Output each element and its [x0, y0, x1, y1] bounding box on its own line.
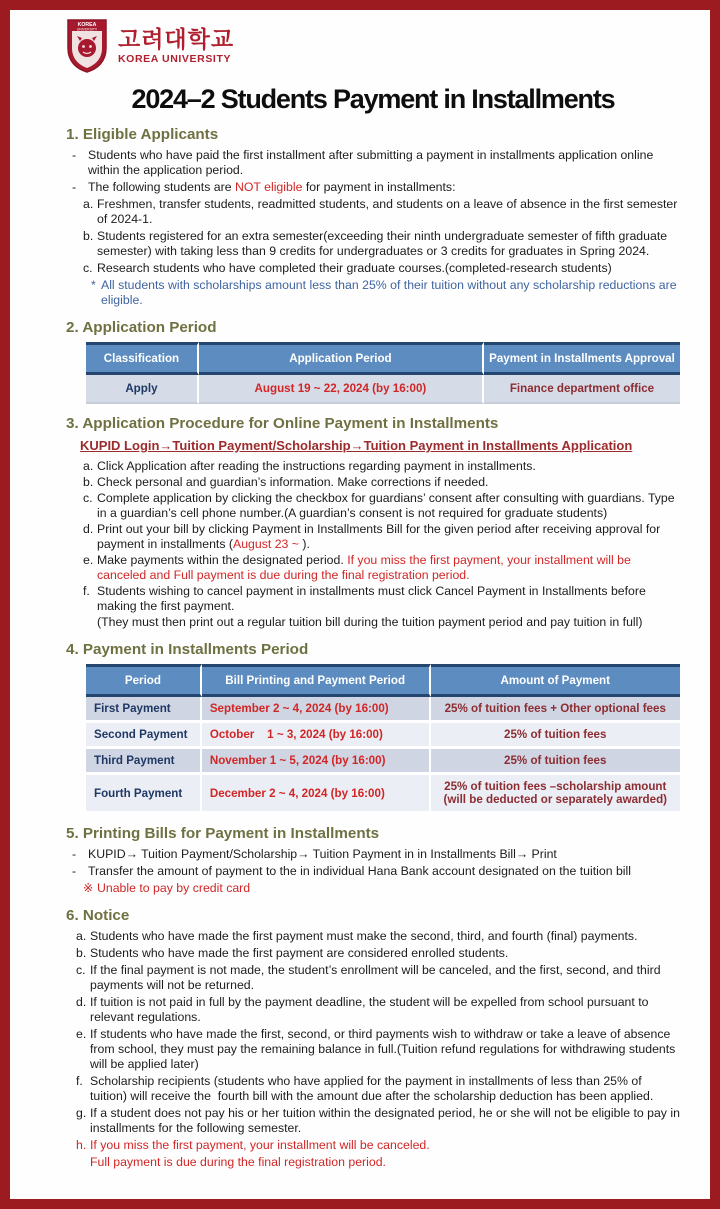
text-line: [66, 459, 680, 474]
line-marker: e.: [83, 553, 94, 567]
crest-bottom-text: UNIVERSITY: [76, 27, 98, 32]
table-header-cell: Period: [86, 664, 202, 697]
line-marker: a.: [76, 929, 87, 943]
line-marker: f.: [76, 1074, 83, 1088]
line-marker: c.: [83, 261, 93, 275]
line-marker: ※: [83, 881, 94, 895]
university-korean-name: 고려대학교: [118, 25, 235, 52]
line-marker: a.: [83, 197, 94, 211]
section-body: [66, 847, 680, 896]
line-text: If the final payment is not made, the student’s enrollment will be canceled, and the first, second, and third payments will not be returned.: [90, 963, 664, 992]
line-text: Students who have paid the first installment after submitting a payment in installments application online within the application period.: [88, 148, 657, 177]
installments-schedule-table: [86, 664, 680, 814]
line-marker: [76, 1155, 90, 1170]
text-line: [66, 881, 680, 896]
line-text: Make payments within the designated period. If you miss the first payment, your installment will be canceled and Full payment is due during the final registration period.: [97, 553, 635, 582]
table-cell-payment-window: September 2 ~ 4, 2024 (by 16:00): [202, 697, 431, 723]
line-text: Print out your bill by clicking Payment in Installments Bill for the given period after receiving approval for payment in installments (August 23 ~ ).: [97, 522, 664, 551]
university-crest-icon: [66, 18, 108, 74]
text-line: [66, 1027, 680, 1072]
line-marker: g.: [76, 1106, 87, 1120]
line-text: Students registered for an extra semester(exceeding their ninth undergraduate semester of fifth graduate semester) with taking less than 9 credits for undergraduates or 3 credits for graduates in Spring 2024.: [97, 229, 671, 258]
line-marker: -: [72, 847, 77, 861]
line-marker: d.: [76, 995, 87, 1009]
university-english-name: KOREA UNIVERSITY: [118, 53, 232, 66]
line-text: If students who have made the first, second, or third payments wish to withdraw or take a leave of absence from school, they must pay the remaining balance in full.(Tuition refund regulations for withdrawing students will be applied later): [90, 1027, 679, 1071]
line-text: Students who have made the first payment are considered enrolled students.: [90, 946, 509, 960]
text-line: [66, 584, 680, 614]
text-line: [66, 553, 680, 583]
section-heading: 1. Eligible Applicants: [66, 126, 219, 143]
section-notice: [66, 906, 684, 1170]
line-text: Complete application by clicking the checkbox for guardians’ consent after consulting with guardians. Type in a guardian’s cell phone number.(A guardian’s consent is not required for graduate students): [97, 491, 679, 520]
line-marker: h.: [76, 1138, 87, 1152]
table-row: [86, 775, 680, 814]
table-cell-period-name: Second Payment: [86, 723, 202, 749]
table-cell-payment-window: November 1 ~ 5, 2024 (by 16:00): [202, 749, 431, 775]
line-text: (They must then print out a regular tuition bill during the tuition payment period and pay tuition in full): [97, 615, 643, 629]
table-cell-period-name: First Payment: [86, 697, 202, 723]
table-header-cell: Amount of Payment: [431, 664, 680, 697]
text-line: [66, 946, 680, 961]
section-body: [66, 148, 680, 308]
text-line: [66, 475, 680, 490]
text-line: [66, 963, 680, 993]
page-title: 2024–2 Students Payment in Installments: [131, 84, 615, 114]
text-line: [66, 229, 680, 259]
line-text: KUPID→ Tuition Payment/Scholarship→ Tuition Payment in in Installments Bill→ Print: [88, 847, 557, 861]
line-marker: -: [72, 180, 77, 194]
section-application-procedure: [66, 414, 680, 630]
text-line: [66, 522, 680, 552]
table-header-cell: Classification: [86, 342, 199, 375]
table-cell-amount: 25% of tuition fees: [431, 749, 680, 775]
text-line: [66, 1074, 680, 1104]
line-text: Transfer the amount of payment to the in individual Hana Bank account designated on the tuition bill: [88, 864, 631, 878]
text-line: [66, 261, 680, 276]
section-heading: 4. Payment in Installments Period: [66, 641, 309, 658]
table-row: [86, 697, 680, 723]
line-text: If you miss the first payment, your installment will be canceled.: [90, 1138, 430, 1152]
section-body: [66, 929, 684, 1170]
line-marker: b.: [83, 475, 94, 489]
table-cell-period-name: Third Payment: [86, 749, 202, 775]
table-cell-classification: Apply: [86, 375, 199, 404]
table-header-cell: Bill Printing and Payment Period: [202, 664, 431, 697]
section-body: [66, 459, 680, 630]
line-text: All students with scholarships amount less than 25% of their tuition without any scholarship reductions are eligible.: [101, 278, 680, 307]
table-cell-period: August 19 ~ 22, 2024 (by 16:00): [199, 375, 484, 404]
line-marker: *: [91, 278, 96, 292]
section-heading: 5. Printing Bills for Payment in Installments: [66, 825, 380, 842]
line-marker: c.: [76, 963, 86, 977]
line-text: Freshmen, transfer students, readmitted students, and students on a leave of absence in the first semester of 2024-1.: [97, 197, 681, 226]
line-text: Full payment is due during the final registration period.: [90, 1155, 386, 1169]
section-printing-bills: [66, 824, 680, 896]
text-line: [66, 1155, 680, 1170]
text-line: [66, 615, 680, 630]
section-heading: 2. Application Period: [66, 319, 217, 336]
line-text: If a student does not pay his or her tuition within the designated period, he or she will not be eligible to pay in installments for the following semester.: [90, 1106, 684, 1135]
university-logo: [66, 18, 680, 74]
line-text: The following students are NOT eligible for payment in installments:: [88, 180, 456, 194]
logo-wordmark: [118, 27, 234, 65]
text-line: [66, 180, 680, 195]
table-row: [86, 375, 680, 404]
table-row: [86, 749, 680, 775]
crest-top-text: KOREA: [77, 22, 97, 28]
text-line: [66, 864, 680, 879]
line-marker: a.: [83, 459, 94, 473]
section-eligible-applicants: [66, 125, 680, 308]
line-text: Students wishing to cancel payment in installments must click Cancel Payment in Installments before making the first payment.: [97, 584, 650, 613]
section-installments-period: [66, 640, 680, 814]
line-text: If tuition is not paid in full by the payment deadline, the student will be expelled from school pursuant to relevant regulations.: [90, 995, 652, 1024]
text-line: [66, 1106, 684, 1136]
section-application-period: [66, 318, 680, 404]
table-cell-payment-window: October 1 ~ 3, 2024 (by 16:00): [202, 723, 431, 749]
line-text: Unable to pay by credit card: [97, 881, 251, 895]
line-marker: e.: [76, 1027, 87, 1041]
line-text: Research students who have completed their graduate courses.(completed-research students): [97, 261, 612, 275]
table-header-cell: Payment in Installments Approval: [484, 342, 680, 375]
line-marker: c.: [83, 491, 93, 505]
section-heading: 3. Application Procedure for Online Payment in Installments: [66, 415, 499, 432]
table-cell-amount: 25% of tuition fees + Other optional fees: [431, 697, 680, 723]
text-line: [66, 148, 680, 178]
table-cell-approval: Finance department office: [484, 375, 680, 404]
table-header-cell: Application Period: [199, 342, 484, 375]
text-line: [66, 1138, 680, 1153]
section-heading: 6. Notice: [66, 907, 130, 924]
table-cell-period-name: Fourth Payment: [86, 775, 202, 814]
text-line: [66, 197, 680, 227]
application-period-table: [86, 342, 680, 404]
text-line: [66, 491, 680, 521]
line-text: Check personal and guardian’s information. Make corrections if needed.: [97, 475, 489, 489]
line-marker: -: [72, 148, 77, 162]
line-marker: [83, 615, 97, 630]
text-line: [66, 847, 680, 862]
line-text: Students who have made the first payment must make the second, third, and fourth (final) payments.: [90, 929, 638, 943]
line-text: Click Application after reading the instructions regarding payment in installments.: [97, 459, 536, 473]
text-line: [66, 929, 680, 944]
table-cell-amount: 25% of tuition fees: [431, 723, 680, 749]
table-cell-amount: 25% of tuition fees –scholarship amount (will be deducted or separately awarded): [431, 775, 680, 814]
line-marker: b.: [83, 229, 94, 243]
table-cell-payment-window: December 2 ~ 4, 2024 (by 16:00): [202, 775, 431, 814]
line-marker: d.: [83, 522, 94, 536]
text-line: [66, 278, 680, 308]
line-marker: -: [72, 864, 77, 878]
line-text: Scholarship recipients (students who have applied for the payment in installments of less than 25% of tuition) will receive the fourth bill with the amount due after the scholarship deduction has been applied.: [90, 1074, 654, 1103]
table-row: [86, 723, 680, 749]
text-line: [66, 995, 680, 1025]
kupid-navigation-path: KUPID Login→Tuition Payment/Scholarship→Tuition Payment in Installments Application: [80, 438, 633, 453]
line-marker: f.: [83, 584, 90, 598]
line-marker: b.: [76, 946, 87, 960]
